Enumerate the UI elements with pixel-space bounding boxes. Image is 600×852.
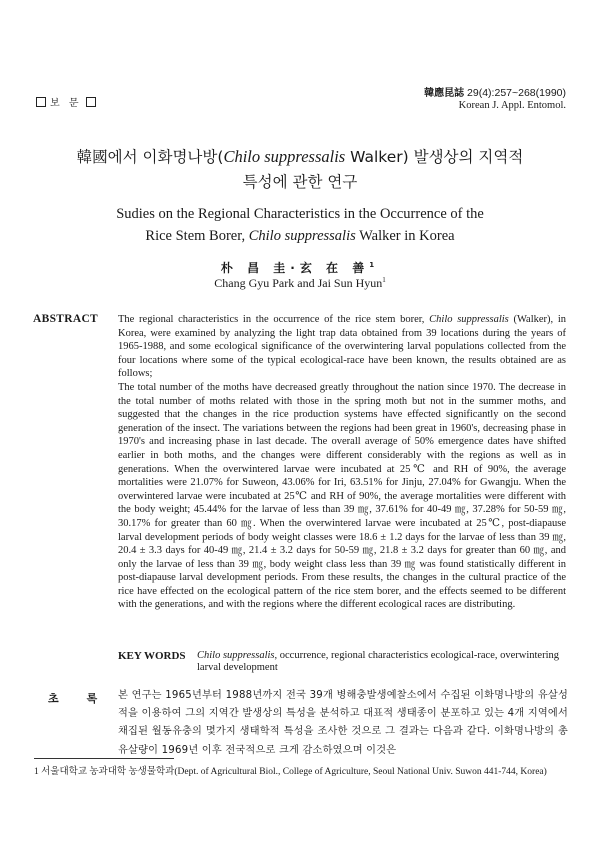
- abstract-body: [118, 313, 566, 612]
- journal-name-en: Korean J. Appl. Entomol.: [458, 100, 566, 111]
- title-en-line2-suffix: Walker in Korea: [355, 228, 455, 244]
- title-korean: [0, 144, 600, 195]
- authors-en-sup: 1: [382, 276, 386, 284]
- authors-korean: [0, 259, 600, 276]
- title-en-line1: Sudies on the Regional Characteristics in the Occurrence of the: [116, 206, 484, 222]
- authors-ko-text: 朴 昌 圭·玄 在 善: [220, 261, 370, 275]
- korean-abstract-label: 초록: [48, 692, 126, 705]
- title-ko-part1: 韓國에서 이화명나방(: [76, 148, 224, 166]
- keywords-text: [197, 650, 565, 674]
- title-en-species: Chilo suppressalis: [248, 228, 356, 244]
- journal-citation: 29(4):257~268(1990): [467, 87, 566, 99]
- korean-abstract-text: 본 연구는 1965년부터 1988년까지 전국 39개 병해충발생예찰소에서 수집된 이화명나방의 유살성적을 이용하여 그의 지역간 발생상의 특성을 분석하고 대표적 생태종이 분포하고 있는 4개 지역에서 채집된 월동유충의 몇가지 생태학적 특성을 조사한 것으로 그 결과는 다음과 같다. 이화명나방의 총유살량이 1969년 이후 전국적으로 크게 감소하였으며 이것은: [118, 690, 568, 756]
- authors-english: [0, 276, 600, 291]
- authors-ko-sup: 1: [369, 261, 380, 269]
- right-box-icon: [86, 97, 96, 107]
- footnote: 1 서울대학교 농과대학 농생물학과(Dept. of Agricultural Biol., College of Agriculture, Seoul National Univ. Suwon 441-744, Korea): [34, 767, 547, 777]
- title-en-line2-prefix: Rice Stem Borer,: [145, 228, 249, 244]
- left-box-icon: [36, 97, 46, 107]
- keywords-species: Chilo suppressalis: [197, 650, 275, 661]
- paper-type-text: 보 문: [50, 98, 82, 109]
- footnote-rule: [34, 758, 174, 759]
- keywords-label: KEY WORDS: [118, 650, 186, 662]
- title-english: [0, 203, 600, 247]
- title-ko-species: Chilo suppressalis: [223, 147, 346, 166]
- title-ko-part2: Walker) 발생상의 지역적: [345, 148, 524, 166]
- journal-header: [424, 87, 566, 112]
- title-ko-line2: 특성에 관한 연구: [242, 173, 358, 191]
- keywords-rest: , occurrence, regional characteristics ecological-race, overwintering larval development: [197, 650, 560, 673]
- abstract-label: ABSTRACT: [33, 313, 99, 325]
- authors-en-text: Chang Gyu Park and Jai Sun Hyun: [214, 276, 383, 290]
- abstract-p1-b: (Walker), in Korea, were examined by analyzing the light trap data obtained from 39 locations during the years of 1965-1988, and some ecological significance of the overwintering larval populations collected from the four locations where some of the typical ecological-race have been known, the results obtained are as follows;: [118, 314, 567, 380]
- abstract-p1-a: The regional characteristics in the occurrence of the rice stem borer,: [118, 314, 430, 325]
- abstract-p1-species: Chilo suppressalis: [429, 314, 509, 325]
- abstract-paragraph-1: [118, 313, 566, 381]
- abstract-paragraph-2: The total number of the moths have decreased greatly throughout the nation since 1970. The decrease in the total number of moths related with those in the spring moth but not in the summer moths, and suggested that the changes in the rice production systems have effected significantly on the second generation of the insect. The variations between the regions had been great in 1960's, decreasing phase in 1970's and increasing phase in last decade. The overall average of 50% emergence dates have shifted earlier in both moths, and the changes were different considerably with the regions as well as in generations. When the overwintered larvae were incubated at 25℃ and RH of 90%, the average mortalities were 21.07% for Suweon, 43.06% for Iri, 63.51% for Jinju, 27.04% for Gwangju. When the overwintered larvae were incubated at 25℃ and RH of 90%, the average mortalities were different with the body weight; 45.44% for the larvae of less than 39 ㎎, 37.61% for 40-49 ㎎, 37.28% for 50-59 ㎎, 30.17% for greater than 60 ㎎. When the overwintered larvae were incubated at 25℃, post-diapause larval development periods of body weight classes were 18.6 ± 1.2 days for the larvae of less than 39 ㎎, 20.4 ± 3.3 days for 40-49 ㎎, 21.4 ± 3.2 days for 50-59 ㎎, 21.8 ± 3.2 days for greater than 60 ㎎, and only the larvae of less than 39 ㎎, body weight class less than 39 ㎎ was found statistically different in post-diapause larval development periods. From these results, the changes in the cultural practice of the rice have effected on the ecological pattern of the rice stem borer, and the effects seemed to be different with the generations, and with the regions where the different ecological races are distributing.: [118, 381, 566, 611]
- paper-type-label: [36, 94, 96, 109]
- journal-code: 韓應昆誌: [424, 88, 465, 99]
